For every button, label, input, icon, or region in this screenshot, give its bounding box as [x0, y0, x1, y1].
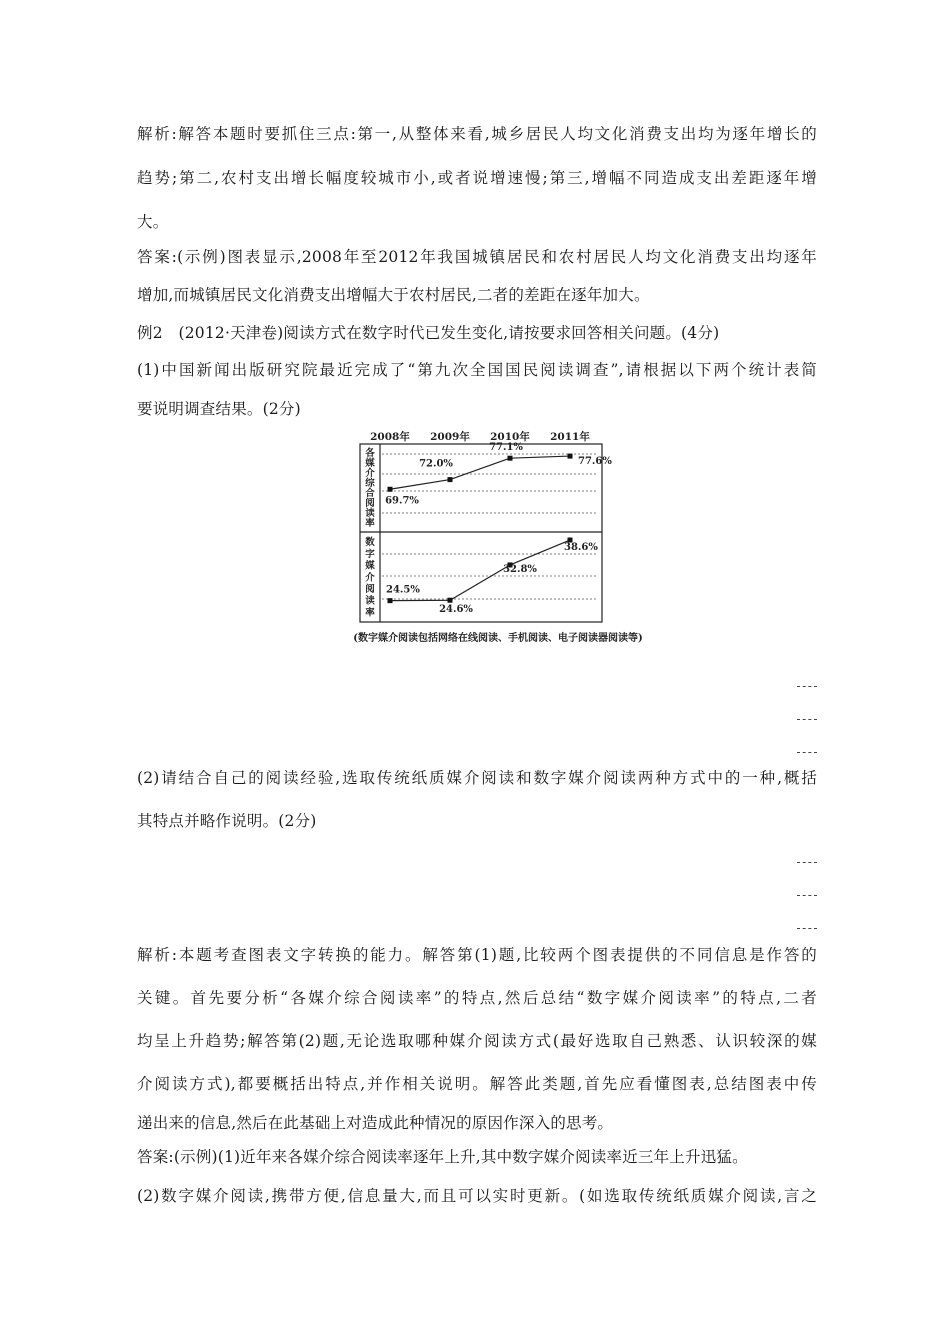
answer2-line-2: (2)数字媒介阅读,携带方便,信息量大,而且可以实时更新。(如选取传统纸质媒介阅读,言之: [137, 1187, 817, 1205]
data-value-label: 32.8%: [503, 563, 537, 575]
analysis1-line-3: 大。: [137, 213, 169, 231]
reading-rate-figure: [352, 424, 652, 652]
answer-blank-line[interactable]: [797, 686, 817, 687]
answer-blank-line[interactable]: [797, 719, 817, 720]
question1-line-1: (1)中国新闻出版研究院最近完成了“第九次全国国民阅读调查”,请根据以下两个统计表简: [137, 361, 817, 379]
year-tick-label: 2010年: [490, 431, 530, 443]
analysis2-line-1: 解析:本题考查图表文字转换的能力。解答第(1)题,比较两个图表提供的不同信息是作答的: [137, 946, 817, 964]
question2-line-1: (2)请结合自己的阅读经验,选取传统纸质媒介阅读和数字媒介阅读两种方式中的一种,概括: [137, 769, 817, 787]
answer-blank-line[interactable]: [797, 895, 817, 896]
answer2-line-1: 答案:(示例)(1)近年来各媒介综合阅读率逐年上升,其中数字媒介阅读率近三年上升迅猛。: [137, 1148, 748, 1166]
answer-blank-line[interactable]: [797, 752, 817, 753]
panel-axis-label: 数字媒介阅读率: [365, 537, 375, 619]
analysis1-line-1: 解析:解答本题时要抓住三点:第一,从整体来看,城乡居民人均文化消费支出均为逐年增长的: [137, 125, 817, 143]
data-point-marker: [448, 598, 453, 603]
analysis2-line-3: 均呈上升趋势;解答第(2)题,无论选取哪种媒介阅读方式(最好选取自己熟悉、认识较深的媒: [137, 1032, 817, 1050]
analysis2-line-4: 介阅读方式),都要概括出特点,并作相关说明。解答此类题,首先应看懂图表,总结图表中传: [137, 1075, 817, 1093]
data-value-label: 69.7%: [385, 495, 419, 507]
year-tick-label: 2011年: [550, 431, 590, 443]
answer1-line-1: 答案:(示例)图表显示,2008年至2012年我国城镇居民和农村居民人均文化消费支出均逐年: [137, 248, 817, 266]
question2-line-2: 其特点并略作说明。(2分): [137, 812, 317, 830]
answer-blank-line[interactable]: [797, 928, 817, 929]
figure-caption: (数字媒介阅读包括网络在线阅读、手机阅读、电子阅读器阅读等): [353, 633, 643, 644]
question1-line-2: 要说明调查结果。(2分): [137, 400, 301, 418]
data-point-marker: [388, 487, 393, 492]
data-point-marker: [388, 598, 393, 603]
data-value-label: 77.6%: [578, 456, 612, 468]
analysis2-line-2: 关键。首先要分析“各媒介综合阅读率”的特点,然后总结“数字媒介阅读率”的特点,二者: [137, 989, 817, 1007]
year-tick-label: 2008年: [370, 431, 410, 443]
data-value-label: 24.6%: [439, 604, 473, 616]
data-value-label: 38.6%: [564, 542, 598, 554]
data-value-label: 24.5%: [386, 584, 420, 596]
data-value-label: 77.1%: [489, 442, 523, 454]
data-point-marker: [448, 477, 453, 482]
year-tick-label: 2009年: [430, 431, 470, 443]
data-point-marker: [568, 454, 573, 459]
panel-axis-label: 各媒介综合阅读率: [365, 447, 375, 529]
example2-title: 例2 (2012·天津卷)阅读方式在数字时代已发生变化,请按要求回答相关问题。(4分): [137, 324, 720, 342]
data-point-marker: [508, 456, 513, 461]
answer-blank-line[interactable]: [797, 862, 817, 863]
answer1-line-2: 增加,而城镇居民文化消费支出增幅大于农村居民,二者的差距在逐年加大。: [137, 286, 650, 304]
series-line: [390, 456, 570, 489]
analysis2-line-5: 递出来的信息,然后在此基础上对造成此种情况的原因作深入的思考。: [137, 1114, 614, 1132]
data-value-label: 72.0%: [419, 458, 453, 470]
analysis1-line-2: 趋势;第二,农村支出增长幅度较城市小,或者说增速慢;第三,增幅不同造成支出差距逐年增: [137, 169, 817, 187]
